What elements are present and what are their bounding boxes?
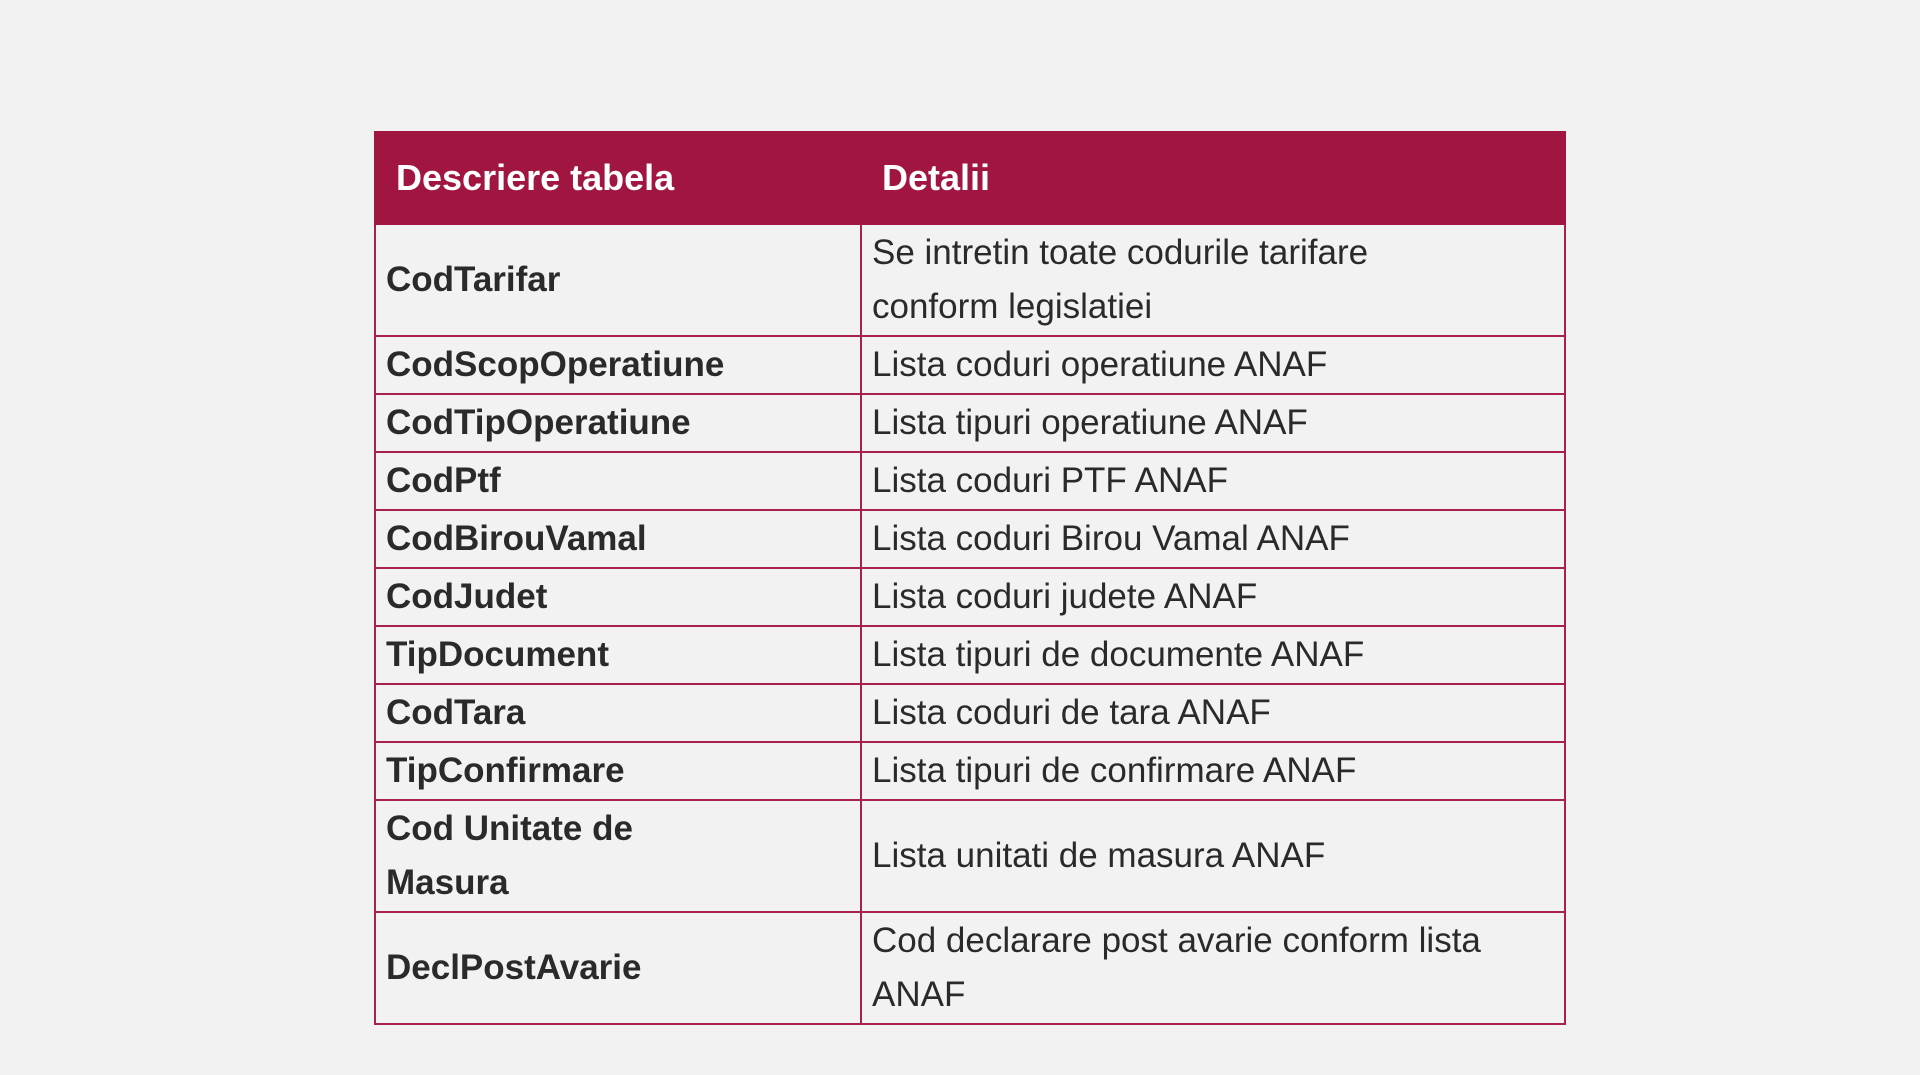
table-detail-cell: Lista coduri operatiune ANAF xyxy=(861,336,1565,394)
header-table-description: Descriere tabela xyxy=(375,132,861,224)
table-name-cell: CodScopOperatiune xyxy=(375,336,861,394)
table-row xyxy=(375,568,1565,626)
table-detail-cell: Lista tipuri de documente ANAF xyxy=(861,626,1565,684)
table-row xyxy=(375,742,1565,800)
table-name-cell: DeclPostAvarie xyxy=(375,912,861,1024)
table-detail-cell: Lista tipuri operatiune ANAF xyxy=(861,394,1565,452)
table-name-cell: Cod Unitate de Masura xyxy=(375,800,861,912)
table-detail-cell: Lista unitati de masura ANAF xyxy=(861,800,1565,912)
table-row xyxy=(375,394,1565,452)
table-detail-cell: Lista coduri Birou Vamal ANAF xyxy=(861,510,1565,568)
table-row xyxy=(375,626,1565,684)
table-detail-cell: Lista coduri de tara ANAF xyxy=(861,684,1565,742)
header-details: Detalii xyxy=(861,132,1565,224)
table-name-cell: CodTipOperatiune xyxy=(375,394,861,452)
table-row xyxy=(375,452,1565,510)
table-detail-cell: Lista coduri judete ANAF xyxy=(861,568,1565,626)
table-detail-cell: Se intretin toate codurile tarifare conform legislatiei xyxy=(861,224,1565,336)
nomenclature-table xyxy=(374,131,1566,1025)
table-row xyxy=(375,800,1565,912)
table-row xyxy=(375,336,1565,394)
table-name-cell: CodJudet xyxy=(375,568,861,626)
table-row xyxy=(375,510,1565,568)
table-row xyxy=(375,912,1565,1024)
table-detail-cell: Cod declarare post avarie conform lista ANAF xyxy=(861,912,1565,1024)
table-name-cell: TipDocument xyxy=(375,626,861,684)
table-detail-cell: Lista tipuri de confirmare ANAF xyxy=(861,742,1565,800)
table-name-cell: CodTarifar xyxy=(375,224,861,336)
table-name-cell: CodPtf xyxy=(375,452,861,510)
table-name-cell: CodBirouVamal xyxy=(375,510,861,568)
table-header-row xyxy=(375,132,1565,224)
table-row xyxy=(375,684,1565,742)
table-row xyxy=(375,224,1565,336)
table-name-cell: TipConfirmare xyxy=(375,742,861,800)
table-detail-cell: Lista coduri PTF ANAF xyxy=(861,452,1565,510)
table-name-cell: CodTara xyxy=(375,684,861,742)
